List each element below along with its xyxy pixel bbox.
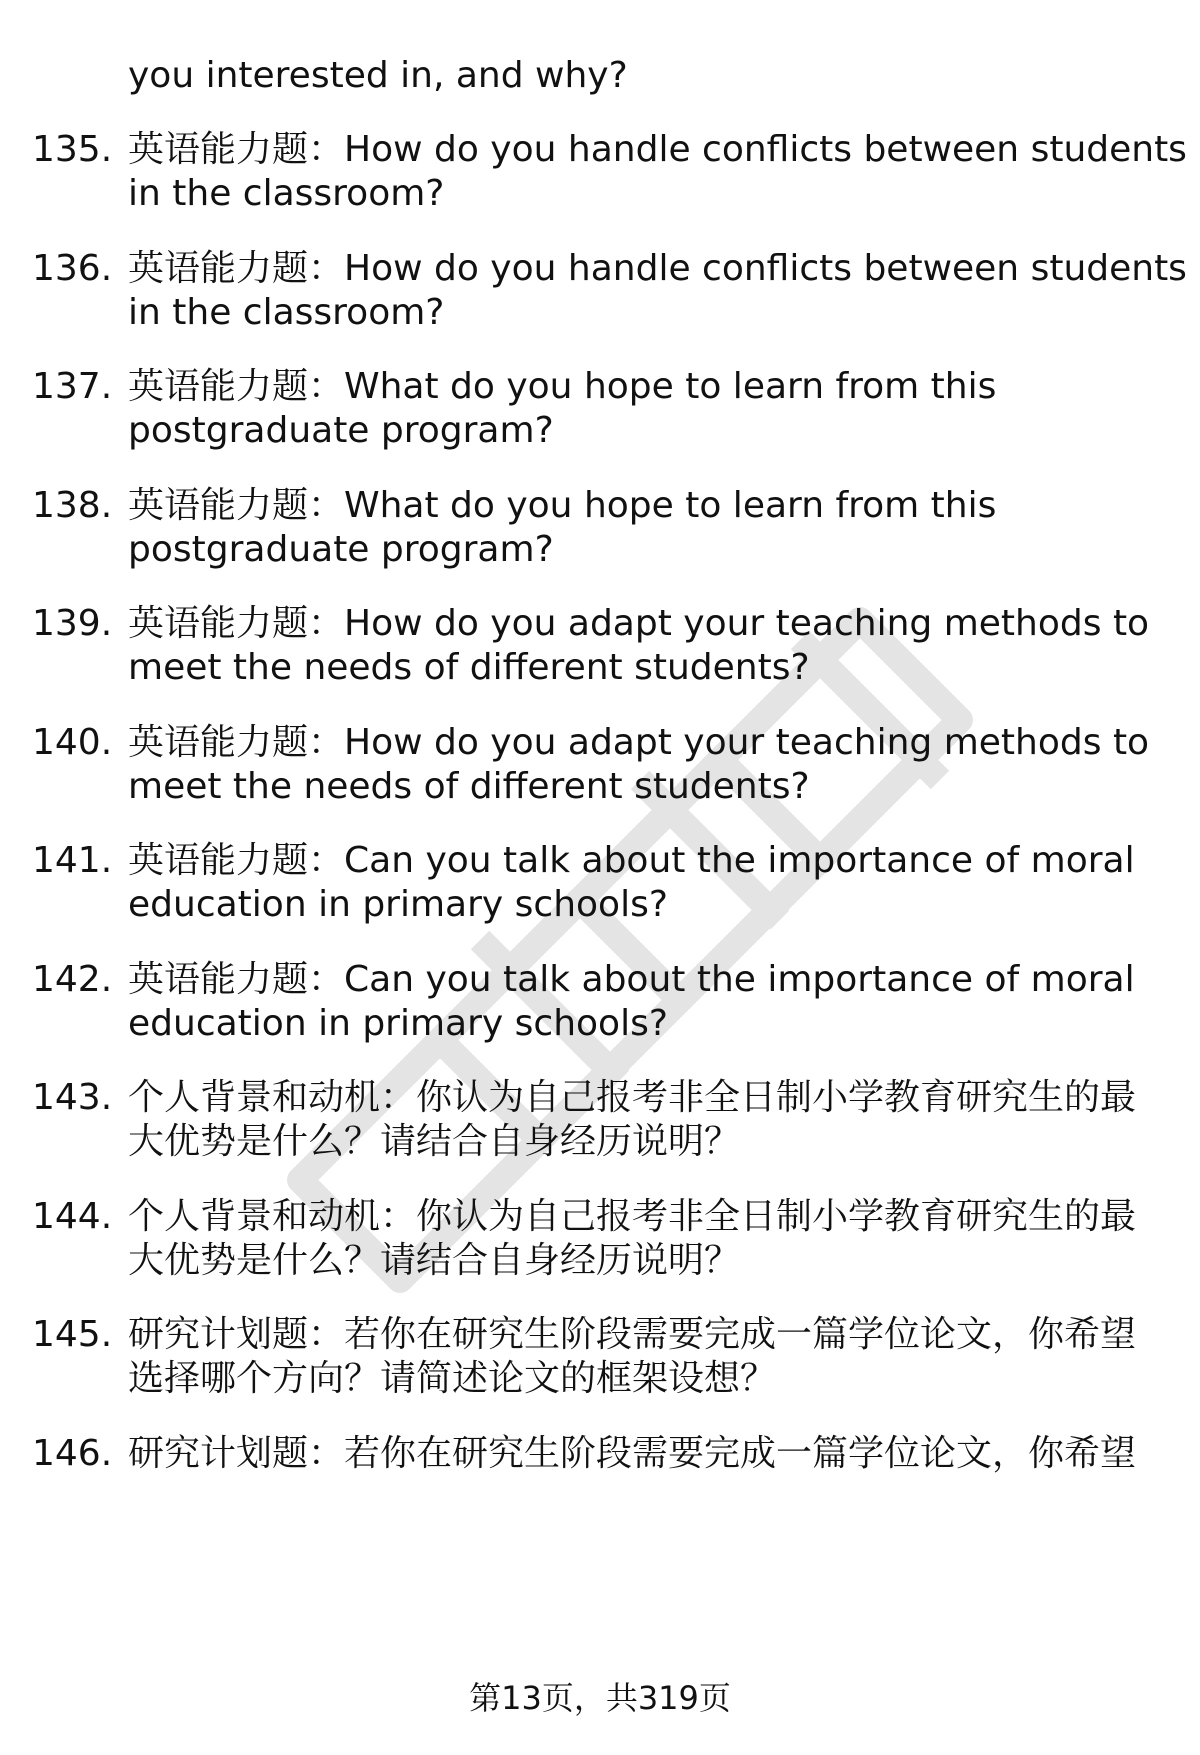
item-text-line1: 英语能力题：How do you handle conflicts between students: [128, 248, 1187, 289]
item-text-line2: 选择哪个方向？请简述论文的框架设想？: [128, 1358, 777, 1399]
item-text-line1: 英语能力题：What do you hope to learn from this: [128, 485, 997, 526]
item-text-line1: 英语能力题：How do you adapt your teaching methods to: [128, 603, 1150, 644]
item-text-line1: 个人背景和动机：你认为自己报考非全日制小学教育研究生的最: [128, 1077, 1137, 1118]
item-text-line2: in the classroom?: [128, 292, 445, 333]
item-number: 141.: [32, 840, 113, 881]
item-number: 145.: [32, 1314, 113, 1355]
item-number: 139.: [32, 603, 113, 644]
item-number: 136.: [32, 248, 113, 289]
item-text-line2: meet the needs of different students?: [128, 647, 810, 688]
item-number: 142.: [32, 959, 113, 1000]
item-text-line2: education in primary schools?: [128, 1003, 668, 1044]
item-text-line2: 大优势是什么？请结合自身经历说明？: [128, 1121, 741, 1162]
item-text-line2: education in primary schools?: [128, 884, 668, 925]
item-number: 135.: [32, 129, 113, 170]
item-text-line1: 研究计划题：若你在研究生阶段需要完成一篇学位论文，你希望: [128, 1314, 1137, 1355]
continuation-text: you interested in, and why?: [128, 55, 628, 96]
page-footer: 第13页，共319页: [469, 1679, 731, 1717]
item-text-line1: 研究计划题：若你在研究生阶段需要完成一篇学位论文，你希望: [128, 1433, 1137, 1474]
item-text-line2: meet the needs of different students?: [128, 766, 810, 807]
item-text-line1: 英语能力题：Can you talk about the importance of moral: [128, 840, 1135, 881]
item-number: 137.: [32, 366, 113, 407]
item-text-line1: 个人背景和动机：你认为自己报考非全日制小学教育研究生的最: [128, 1196, 1137, 1237]
item-number: 143.: [32, 1077, 113, 1118]
item-number: 140.: [32, 722, 113, 763]
item-text-line2: 大优势是什么？请结合自身经历说明？: [128, 1240, 741, 1281]
item-text-line1: 英语能力题：What do you hope to learn from this: [128, 366, 997, 407]
item-text-line1: 英语能力题：How do you handle conflicts between students: [128, 129, 1187, 170]
item-text-line1: 英语能力题：How do you adapt your teaching methods to: [128, 722, 1150, 763]
item-text-line2: postgraduate program?: [128, 410, 554, 451]
item-number: 138.: [32, 485, 113, 526]
item-text-line2: postgraduate program?: [128, 529, 554, 570]
item-number: 146.: [32, 1433, 113, 1474]
item-text-line2: in the classroom?: [128, 173, 445, 214]
item-text-line1: 英语能力题：Can you talk about the importance of moral: [128, 959, 1135, 1000]
item-number: 144.: [32, 1196, 113, 1237]
